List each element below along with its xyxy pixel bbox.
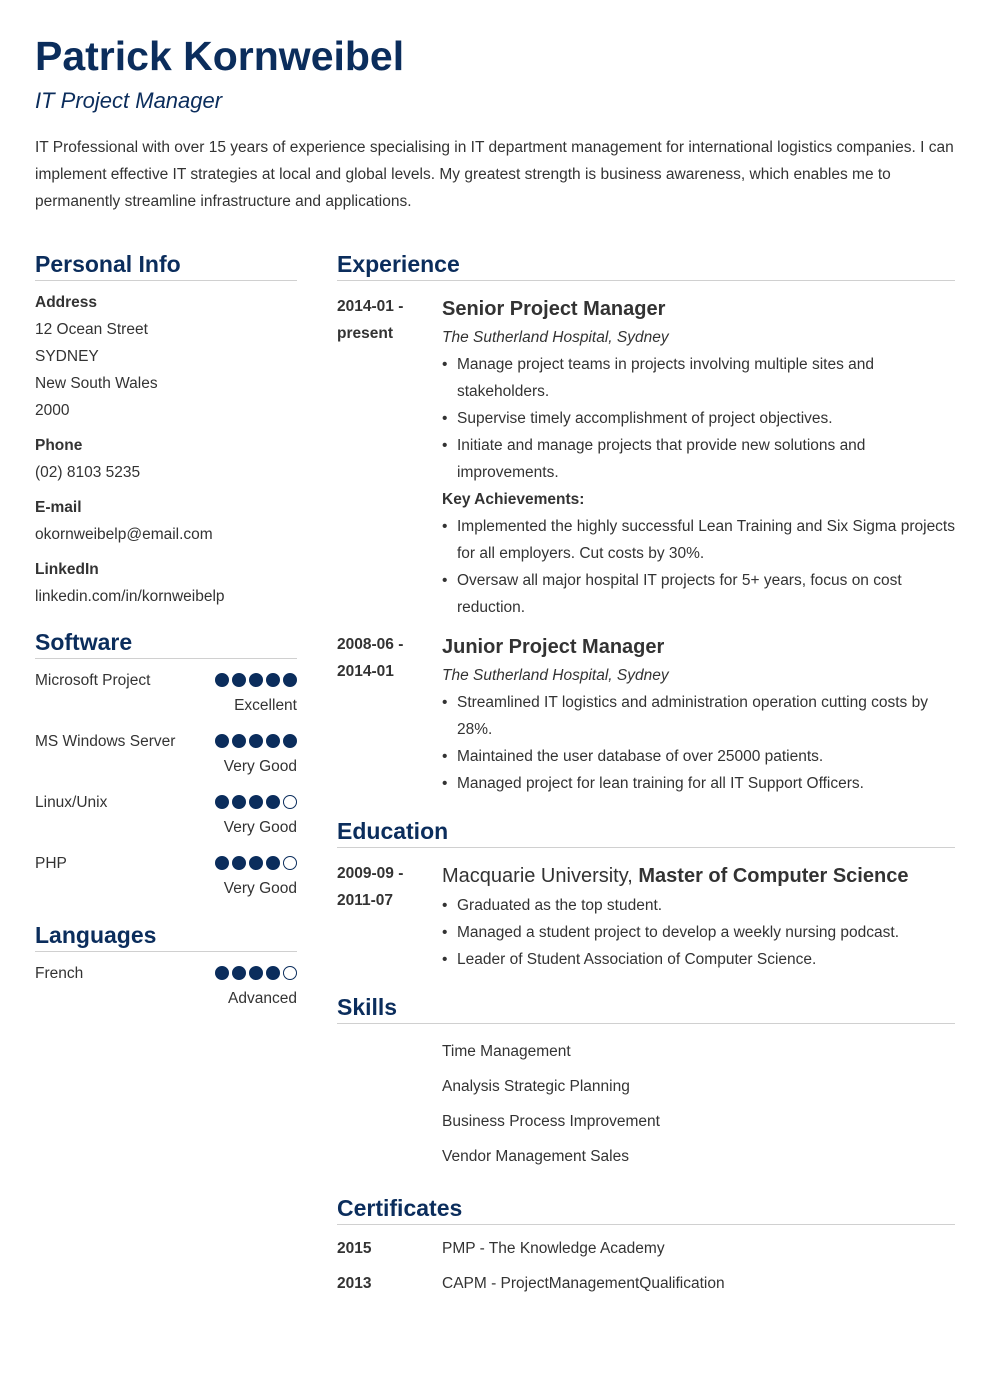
rated-item-name: MS Windows Server [35,733,176,750]
email-block [35,494,297,548]
certificates-heading: Certificates [337,1194,955,1225]
filled-dot-icon [249,795,263,809]
rating-dots [215,667,297,687]
list-item: • Managed project for lean training for all IT Support Officers. [442,770,955,797]
email-label: E-mail [35,499,82,516]
empty-dot-icon [283,856,297,870]
software-list [35,667,297,901]
skills-section [337,993,955,1174]
skill-item: Analysis Strategic Planning [442,1078,630,1095]
filled-dot-icon [266,856,280,870]
rating-level: Very Good [223,819,297,836]
filled-dot-icon [283,734,297,748]
rated-item-row [35,667,297,694]
languages-section [35,921,297,1011]
position-title: Junior Project Manager [442,636,665,658]
experience-entry [337,293,955,621]
date-end: present [337,325,393,342]
rating-level: Very Good [223,758,297,775]
rating-level: Advanced [228,990,297,1007]
date-start: 2014-01 - [337,298,404,315]
skills-heading: Skills [337,993,955,1024]
experience-heading: Experience [337,250,955,281]
achievements-label: Key Achievements: [442,491,585,508]
address-label: Address [35,294,98,311]
rated-item-row [35,728,297,755]
left-column [35,250,297,1011]
languages-list [35,960,297,1011]
entry-date [337,860,442,973]
phone-value: (02) 8103 5235 [35,464,141,481]
education-title [442,860,955,892]
date-end: 2014-01 [337,663,394,680]
date-start: 2009-09 - [337,865,404,882]
filled-dot-icon [232,673,246,687]
entry-date [337,631,442,797]
skills-list [337,1034,955,1174]
rated-item-name: Microsoft Project [35,672,151,689]
certificates-section [337,1194,955,1301]
address-line: SYDNEY [35,348,99,365]
skill-item: Time Management [442,1043,571,1060]
education-entry [337,860,955,973]
profile-summary: IT Professional with over 15 years of experience specialising in IT department management for international logistics companies. I can implement effective IT strategies at local and global levels. My greatest strength is business awareness, which enables me to permanently streamline infrastructure and applications. [35,139,954,210]
rated-item-row [35,960,297,987]
rated-item [35,789,297,840]
certificate-year: 2013 [337,1275,372,1292]
list-item: • Supervise timely accomplishment of project objectives. [442,405,955,432]
certificate-name: CAPM - ProjectManagementQualification [442,1275,725,1292]
entry-date [337,293,442,621]
experience-entry [337,631,955,797]
list-item: • Implemented the highly successful Lean Training and Six Sigma projects for all employers. Cut costs by 30%. [442,513,955,567]
rating-dots [215,728,297,748]
phone-block [35,432,297,486]
languages-heading: Languages [35,921,297,952]
rated-item-name: PHP [35,855,67,872]
date-start: 2008-06 - [337,636,404,653]
employer: The Sutherland Hospital, Sydney [442,667,669,684]
list-item: • Oversaw all major hospital IT projects for 5+ years, focus on cost reduction. [442,567,955,621]
entry-body [442,293,955,621]
experience-section [337,250,955,797]
employer: The Sutherland Hospital, Sydney [442,329,669,346]
filled-dot-icon [215,734,229,748]
linkedin-value: linkedin.com/in/kornweibelp [35,588,225,605]
personal-info-heading: Personal Info [35,250,297,281]
skill-item: Business Process Improvement [442,1113,660,1130]
address-line: 2000 [35,402,70,419]
filled-dot-icon [215,966,229,980]
certificate-row [337,1231,955,1266]
software-section [35,628,297,901]
empty-dot-icon [283,795,297,809]
candidate-name: Patrick Kornweibel [35,33,405,79]
rating-dots [215,789,297,809]
empty-dot-icon [283,966,297,980]
rating-dots [215,960,297,980]
filled-dot-icon [249,966,263,980]
list-item: • Graduated as the top student. [442,892,955,919]
degree-name: Master of Computer Science [638,865,909,887]
linkedin-label: LinkedIn [35,561,99,578]
rated-item [35,728,297,779]
education-heading: Education [337,817,955,848]
job-title: IT Project Manager [35,88,223,113]
rated-item-row [35,850,297,877]
position-title: Senior Project Manager [442,298,666,320]
personal-info-section [35,250,297,610]
skill-item: Vendor Management Sales [442,1148,629,1165]
filled-dot-icon [232,966,246,980]
education-section [337,817,955,973]
list-item: • Streamlined IT logistics and administration operation cutting costs by 28%. [442,689,955,743]
filled-dot-icon [283,673,297,687]
certificate-name: PMP - The Knowledge Academy [442,1240,665,1257]
duties-list [442,351,955,486]
address-block [35,289,297,424]
address-line: New South Wales [35,375,158,392]
filled-dot-icon [232,856,246,870]
school-name: Macquarie University, [442,865,633,887]
rated-item [35,667,297,718]
filled-dot-icon [266,673,280,687]
software-heading: Software [35,628,297,659]
filled-dot-icon [266,734,280,748]
rating-level: Very Good [223,880,297,897]
certificates-list [337,1231,955,1301]
list-item: • Initiate and manage projects that provide new solutions and improvements. [442,432,955,486]
right-column [337,250,955,1301]
filled-dot-icon [249,856,263,870]
rated-item [35,960,297,1011]
linkedin-block [35,556,297,610]
list-item: • Leader of Student Association of Computer Science. [442,946,955,973]
certificate-row [337,1266,955,1301]
phone-label: Phone [35,437,83,454]
filled-dot-icon [232,734,246,748]
filled-dot-icon [215,673,229,687]
filled-dot-icon [215,795,229,809]
list-item: • Managed a student project to develop a weekly nursing podcast. [442,919,955,946]
education-list [442,892,955,973]
rated-item [35,850,297,901]
filled-dot-icon [266,795,280,809]
rating-level: Excellent [234,697,297,714]
rated-item-name: French [35,965,84,982]
rated-item-row [35,789,297,816]
duties-list [442,689,955,797]
rated-item-name: Linux/Unix [35,794,108,811]
email-value: okornweibelp@email.com [35,526,213,543]
date-end: 2011-07 [337,892,394,909]
rating-dots [215,850,297,870]
filled-dot-icon [249,734,263,748]
achievements-list [442,513,955,621]
certificate-year: 2015 [337,1240,372,1257]
filled-dot-icon [232,795,246,809]
list-item: • Manage project teams in projects involving multiple sites and stakeholders. [442,351,955,405]
entry-body [442,631,955,797]
filled-dot-icon [249,673,263,687]
address-line: 12 Ocean Street [35,321,148,338]
filled-dot-icon [266,966,280,980]
entry-body [442,860,955,973]
list-item: • Maintained the user database of over 25000 patients. [442,743,955,770]
filled-dot-icon [215,856,229,870]
